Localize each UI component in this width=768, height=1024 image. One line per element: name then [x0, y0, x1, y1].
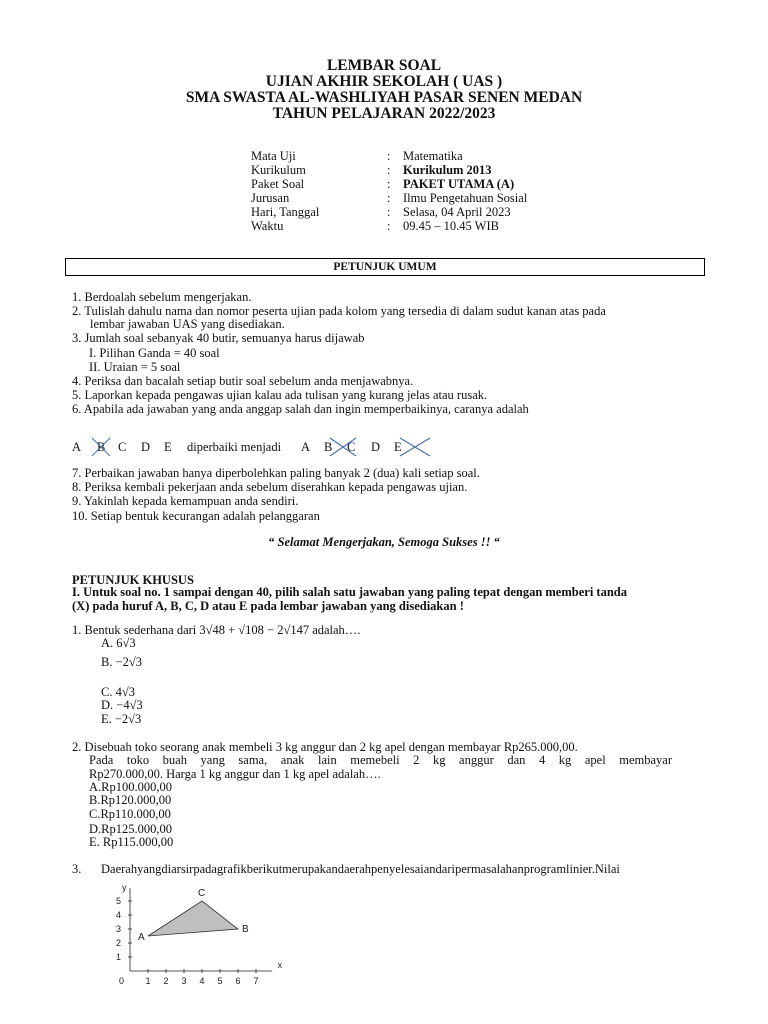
instruction-item: 4. Periksa dan bacalah setiap butir soal sebelum anda menjawabnya.	[72, 374, 414, 388]
feasible-region-graph	[95, 874, 283, 994]
info-sep: :	[387, 149, 391, 163]
y-tick-label: 5	[115, 896, 121, 906]
option-letter: C	[347, 440, 356, 454]
question-1-option: E. −2√3	[101, 712, 142, 726]
question-2-option: B.Rp120.000,00	[89, 793, 172, 807]
special-instructions-line-1: I. Untuk soal no. 1 sampai dengan 40, pilih salah satu jawaban yang paling tepat dengan memberi tanda	[72, 585, 627, 599]
x-tick-label: 1	[145, 976, 151, 986]
x-tick-label: 2	[163, 976, 169, 986]
option-letter: B	[97, 440, 106, 454]
question-2-line-2: Pada toko buah yang sama, anak lain memebeli 2 kg anggur dan 4 kg apel membayar	[89, 753, 672, 767]
instruction-item: lembar jawaban UAS yang disediakan.	[90, 317, 285, 331]
x-axis-label: x	[277, 960, 283, 970]
header-line-4: TAHUN PELAJARAN 2022/2023	[272, 105, 496, 122]
y-axis-label: y	[122, 882, 127, 893]
question-1-option: C. 4√3	[101, 685, 135, 699]
header-line-3: SMA SWASTA AL-WASHLIYAH PASAR SENEN MEDAN	[185, 89, 583, 106]
info-label-major: Jurusan	[251, 191, 290, 205]
option-letter: D	[141, 440, 151, 454]
shaded-region	[148, 901, 238, 936]
instruction-item: 5. Laporkan kepada pengawas ujian kalau ada tulisan yang kurang jelas atau rusak.	[72, 388, 488, 402]
question-2-option: A.Rp100.000,00	[89, 780, 172, 794]
y-tick-label: 4	[115, 910, 121, 920]
question-2-line-1: 2. Disebuah toko seorang anak membeli 3 kg anggur dan 2 kg apel dengan membayar Rp265.000,00.	[72, 740, 578, 754]
info-label-time: Waktu	[251, 219, 284, 233]
instruction-item: 8. Periksa kembali pekerjaan anda sebelum diserahkan kepada pengawas ujian.	[72, 480, 468, 494]
instruction-item: 9. Yakinlah kepada kemampuan anda sendiri.	[72, 494, 299, 508]
option-letter: E	[394, 440, 402, 454]
instruction-item: 7. Perbaikan jawaban hanya diperbolehkan paling banyak 2 (dua) kali setiap soal.	[72, 466, 480, 480]
question-2-line-3: Rp270.000,00. Harga 1 kg anggur dan 1 kg apel adalah….	[89, 767, 381, 781]
question-1-stem: 1. Bentuk sederhana dari 3√48 + √108 − 2√147 adalah….	[72, 623, 361, 637]
special-instructions-title: PETUNJUK KHUSUS	[72, 573, 194, 587]
point-label-c: C	[198, 888, 206, 899]
info-sep: :	[387, 205, 391, 219]
option-letter: A	[72, 440, 82, 454]
question-2-option: C.Rp110.000,00	[89, 807, 171, 821]
instruction-item: I. Pilihan Ganda = 40 soal	[89, 346, 220, 360]
info-value-time: 09.45 – 10.45 WIB	[403, 219, 499, 233]
header-line-1: LEMBAR SOAL	[326, 57, 442, 74]
info-value-package: PAKET UTAMA (A)	[403, 177, 515, 191]
question-1-option: D. −4√3	[101, 698, 143, 712]
x-tick-label: 6	[235, 976, 241, 986]
question-1-option: B. −2√3	[101, 655, 142, 669]
y-tick-label: 3	[115, 924, 121, 934]
info-value-date: Selasa, 04 April 2023	[403, 205, 511, 219]
question-3-number: 3.	[72, 862, 82, 876]
option-letter: D	[371, 440, 381, 454]
instruction-item: II. Uraian = 5 soal	[89, 360, 181, 374]
header-line-2: UJIAN AKHIR SEKOLAH ( UAS )	[265, 73, 503, 90]
info-label-package: Paket Soal	[251, 177, 305, 191]
instruction-item: 10. Setiap bentuk kecurangan adalah pelanggaran	[72, 509, 320, 523]
info-value-subject: Matematika	[403, 149, 463, 163]
x-tick-label: 3	[181, 976, 187, 986]
instruction-item: 3. Jumlah soal sebanyak 40 butir, semuanya harus dijawab	[72, 331, 365, 345]
special-instructions-line-2: (X) pada huruf A, B, C, D atau E pada lembar jawaban yang disediakan !	[72, 599, 464, 613]
x-tick-label: 7	[253, 976, 259, 986]
y-tick-label: 2	[115, 938, 121, 948]
cross-marks	[0, 0, 768, 480]
instruction-item: 6. Apabila ada jawaban yang anda anggap salah dan ingin memperbaikinya, caranya adalah	[72, 402, 529, 416]
instruction-item: 1. Berdoalah sebelum mengerjakan.	[72, 290, 252, 304]
info-sep: :	[387, 191, 391, 205]
question-2-option: D.Rp125.000,00	[89, 822, 172, 836]
x-tick-label: 5	[217, 976, 223, 986]
point-label-a: A	[138, 932, 145, 943]
info-sep: :	[387, 163, 391, 177]
info-value-major: Ilmu Pengetahuan Sosial	[403, 191, 528, 205]
motto-part-1: “ Selamat Mengerjakan	[268, 535, 392, 549]
instruction-item: 2. Tulislah dahulu nama dan nomor peserta ujian pada kolom yang tersedia di dalam sudut kanan atas pada	[72, 304, 606, 318]
option-letter: C	[118, 440, 127, 454]
info-label-subject: Mata Uji	[251, 149, 296, 163]
point-label-b: B	[242, 924, 249, 935]
info-label-curriculum: Kurikulum	[251, 163, 306, 177]
question-3-stem: Daerahyangdiarsirpadagrafikberikutmerupakandaerahpenyelesaiandaripermasalahanprogramlinier.Nilai	[101, 862, 620, 876]
general-instructions-title: PETUNJUK UMUM	[65, 258, 705, 276]
option-letter: A	[301, 440, 311, 454]
x-tick-label: 4	[199, 976, 205, 986]
y-tick-label: 1	[115, 952, 121, 962]
origin-label: 0	[119, 976, 125, 986]
info-label-date: Hari, Tanggal	[251, 205, 320, 219]
question-1-option: A. 6√3	[101, 636, 136, 650]
info-value-curriculum: Kurikulum 2013	[403, 163, 492, 177]
motto	[0, 535, 768, 549]
motto-part-2: , Semoga Sukses !! “	[391, 535, 500, 549]
question-2-option: E. Rp115.000,00	[89, 835, 174, 849]
corrected-to-text: diperbaiki menjadi	[187, 440, 282, 454]
option-letter: E	[164, 440, 172, 454]
option-letter: B	[324, 440, 333, 454]
info-sep: :	[387, 219, 391, 233]
info-sep: :	[387, 177, 391, 191]
